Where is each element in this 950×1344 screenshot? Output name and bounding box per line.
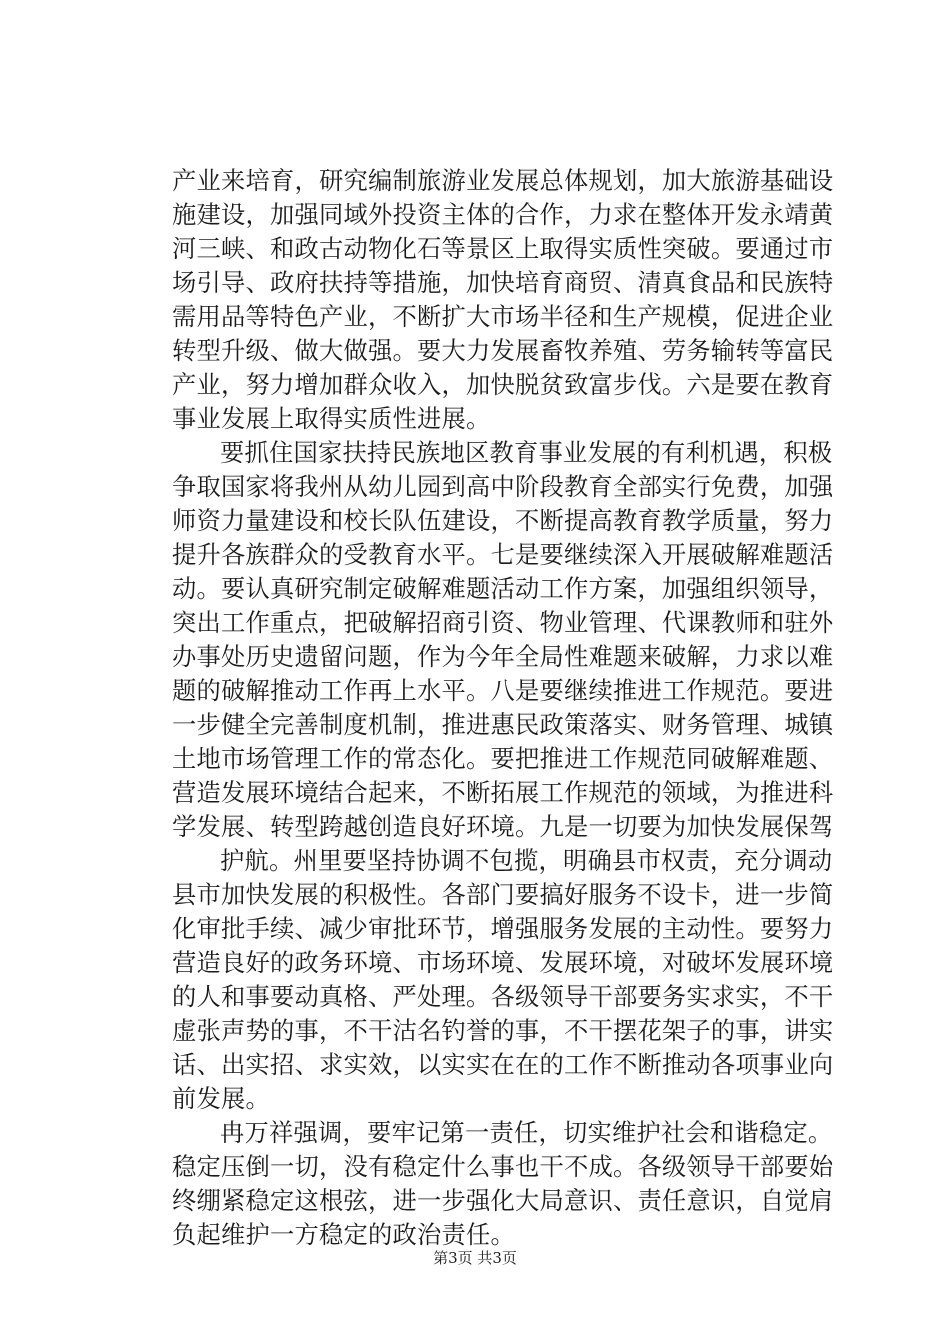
- text-line: 产业来培育，研究编制旅游业发展总体规划，加大旅游基础设: [172, 166, 834, 195]
- text-line: 提升各族群众的受教育水平。七是要继续深入开展破解难题活: [172, 540, 834, 569]
- document-body: [172, 164, 832, 1252]
- paragraph-2: [172, 436, 832, 844]
- text-line: 虚张声势的事，不干沽名钓誉的事，不干摆花架子的事，讲实: [172, 1016, 834, 1045]
- page-number-label: 第3页 共3页: [433, 1249, 517, 1267]
- text-line: 学发展、转型跨越创造良好环境。九是一切要为加快发展保驾: [172, 812, 834, 841]
- text-line: 终绷紧稳定这根弦，进一步强化大局意识、责任意识，自觉肩: [172, 1186, 834, 1215]
- text-line: 前发展。: [172, 1084, 270, 1113]
- text-line: 转型升级、做大做强。要大力发展畜牧养殖、劳务输转等富民: [172, 336, 834, 365]
- text-line: 事业发展上取得实质性进展。: [172, 404, 491, 433]
- text-line: 的人和事要动真格、严处理。各级领导干部要务实求实，不干: [172, 982, 834, 1011]
- text-line: 护航。州里要坚持协调不包揽，明确县市权责，充分调动: [220, 846, 833, 875]
- text-line: 动。要认真研究制定破解难题活动工作方案，加强组织领导，: [172, 574, 834, 603]
- text-line: 场引导、政府扶持等措施，加快培育商贸、清真食品和民族特: [172, 268, 834, 297]
- text-line: 突出工作重点，把破解招商引资、物业管理、代课教师和驻外: [172, 608, 834, 637]
- text-line: 冉万祥强调，要牢记第一责任，切实维护社会和谐稳定。: [220, 1118, 833, 1147]
- page-footer: [0, 1248, 950, 1268]
- paragraph-4: [172, 1116, 832, 1252]
- text-line: 争取国家将我州从幼儿园到高中阶段教育全部实行免费，加强: [172, 472, 834, 501]
- text-line: 一步健全完善制度机制，推进惠民政策落实、财务管理、城镇: [172, 710, 834, 739]
- text-line: 营造良好的政务环境、市场环境、发展环境，对破坏发展环境: [172, 948, 834, 977]
- text-line: 施建设，加强同域外投资主体的合作，力求在整体开发永靖黄: [172, 200, 834, 229]
- text-line: 话、出实招、求实效，以实实在在的工作不断推动各项事业向: [172, 1050, 834, 1079]
- text-line: 题的破解推动工作再上水平。八是要继续推进工作规范。要进: [172, 676, 834, 705]
- paragraph-1: [172, 164, 832, 436]
- text-line: 河三峡、和政古动物化石等景区上取得实质性突破。要通过市: [172, 234, 834, 263]
- paragraph-3: [172, 844, 832, 1116]
- text-line: 土地市场管理工作的常态化。要把推进工作规范同破解难题、: [172, 744, 834, 773]
- text-line: 师资力量建设和校长队伍建设，不断提高教育教学质量，努力: [172, 506, 834, 535]
- text-line: 化审批手续、减少审批环节，增强服务发展的主动性。要努力: [172, 914, 834, 943]
- text-line: 负起维护一方稳定的政治责任。: [172, 1220, 515, 1249]
- text-line: 要抓住国家扶持民族地区教育事业发展的有利机遇，积极: [220, 438, 833, 467]
- text-line: 办事处历史遗留问题，作为今年全局性难题来破解，力求以难: [172, 642, 834, 671]
- text-line: 县市加快发展的积极性。各部门要搞好服务不设卡，进一步简: [172, 880, 834, 909]
- text-line: 产业，努力增加群众收入，加快脱贫致富步伐。六是要在教育: [172, 370, 834, 399]
- text-line: 营造发展环境结合起来，不断拓展工作规范的领域，为推进科: [172, 778, 834, 807]
- text-line: 稳定压倒一切，没有稳定什么事也干不成。各级领导干部要始: [172, 1152, 834, 1181]
- text-line: 需用品等特色产业，不断扩大市场半径和生产规模，促进企业: [172, 302, 834, 331]
